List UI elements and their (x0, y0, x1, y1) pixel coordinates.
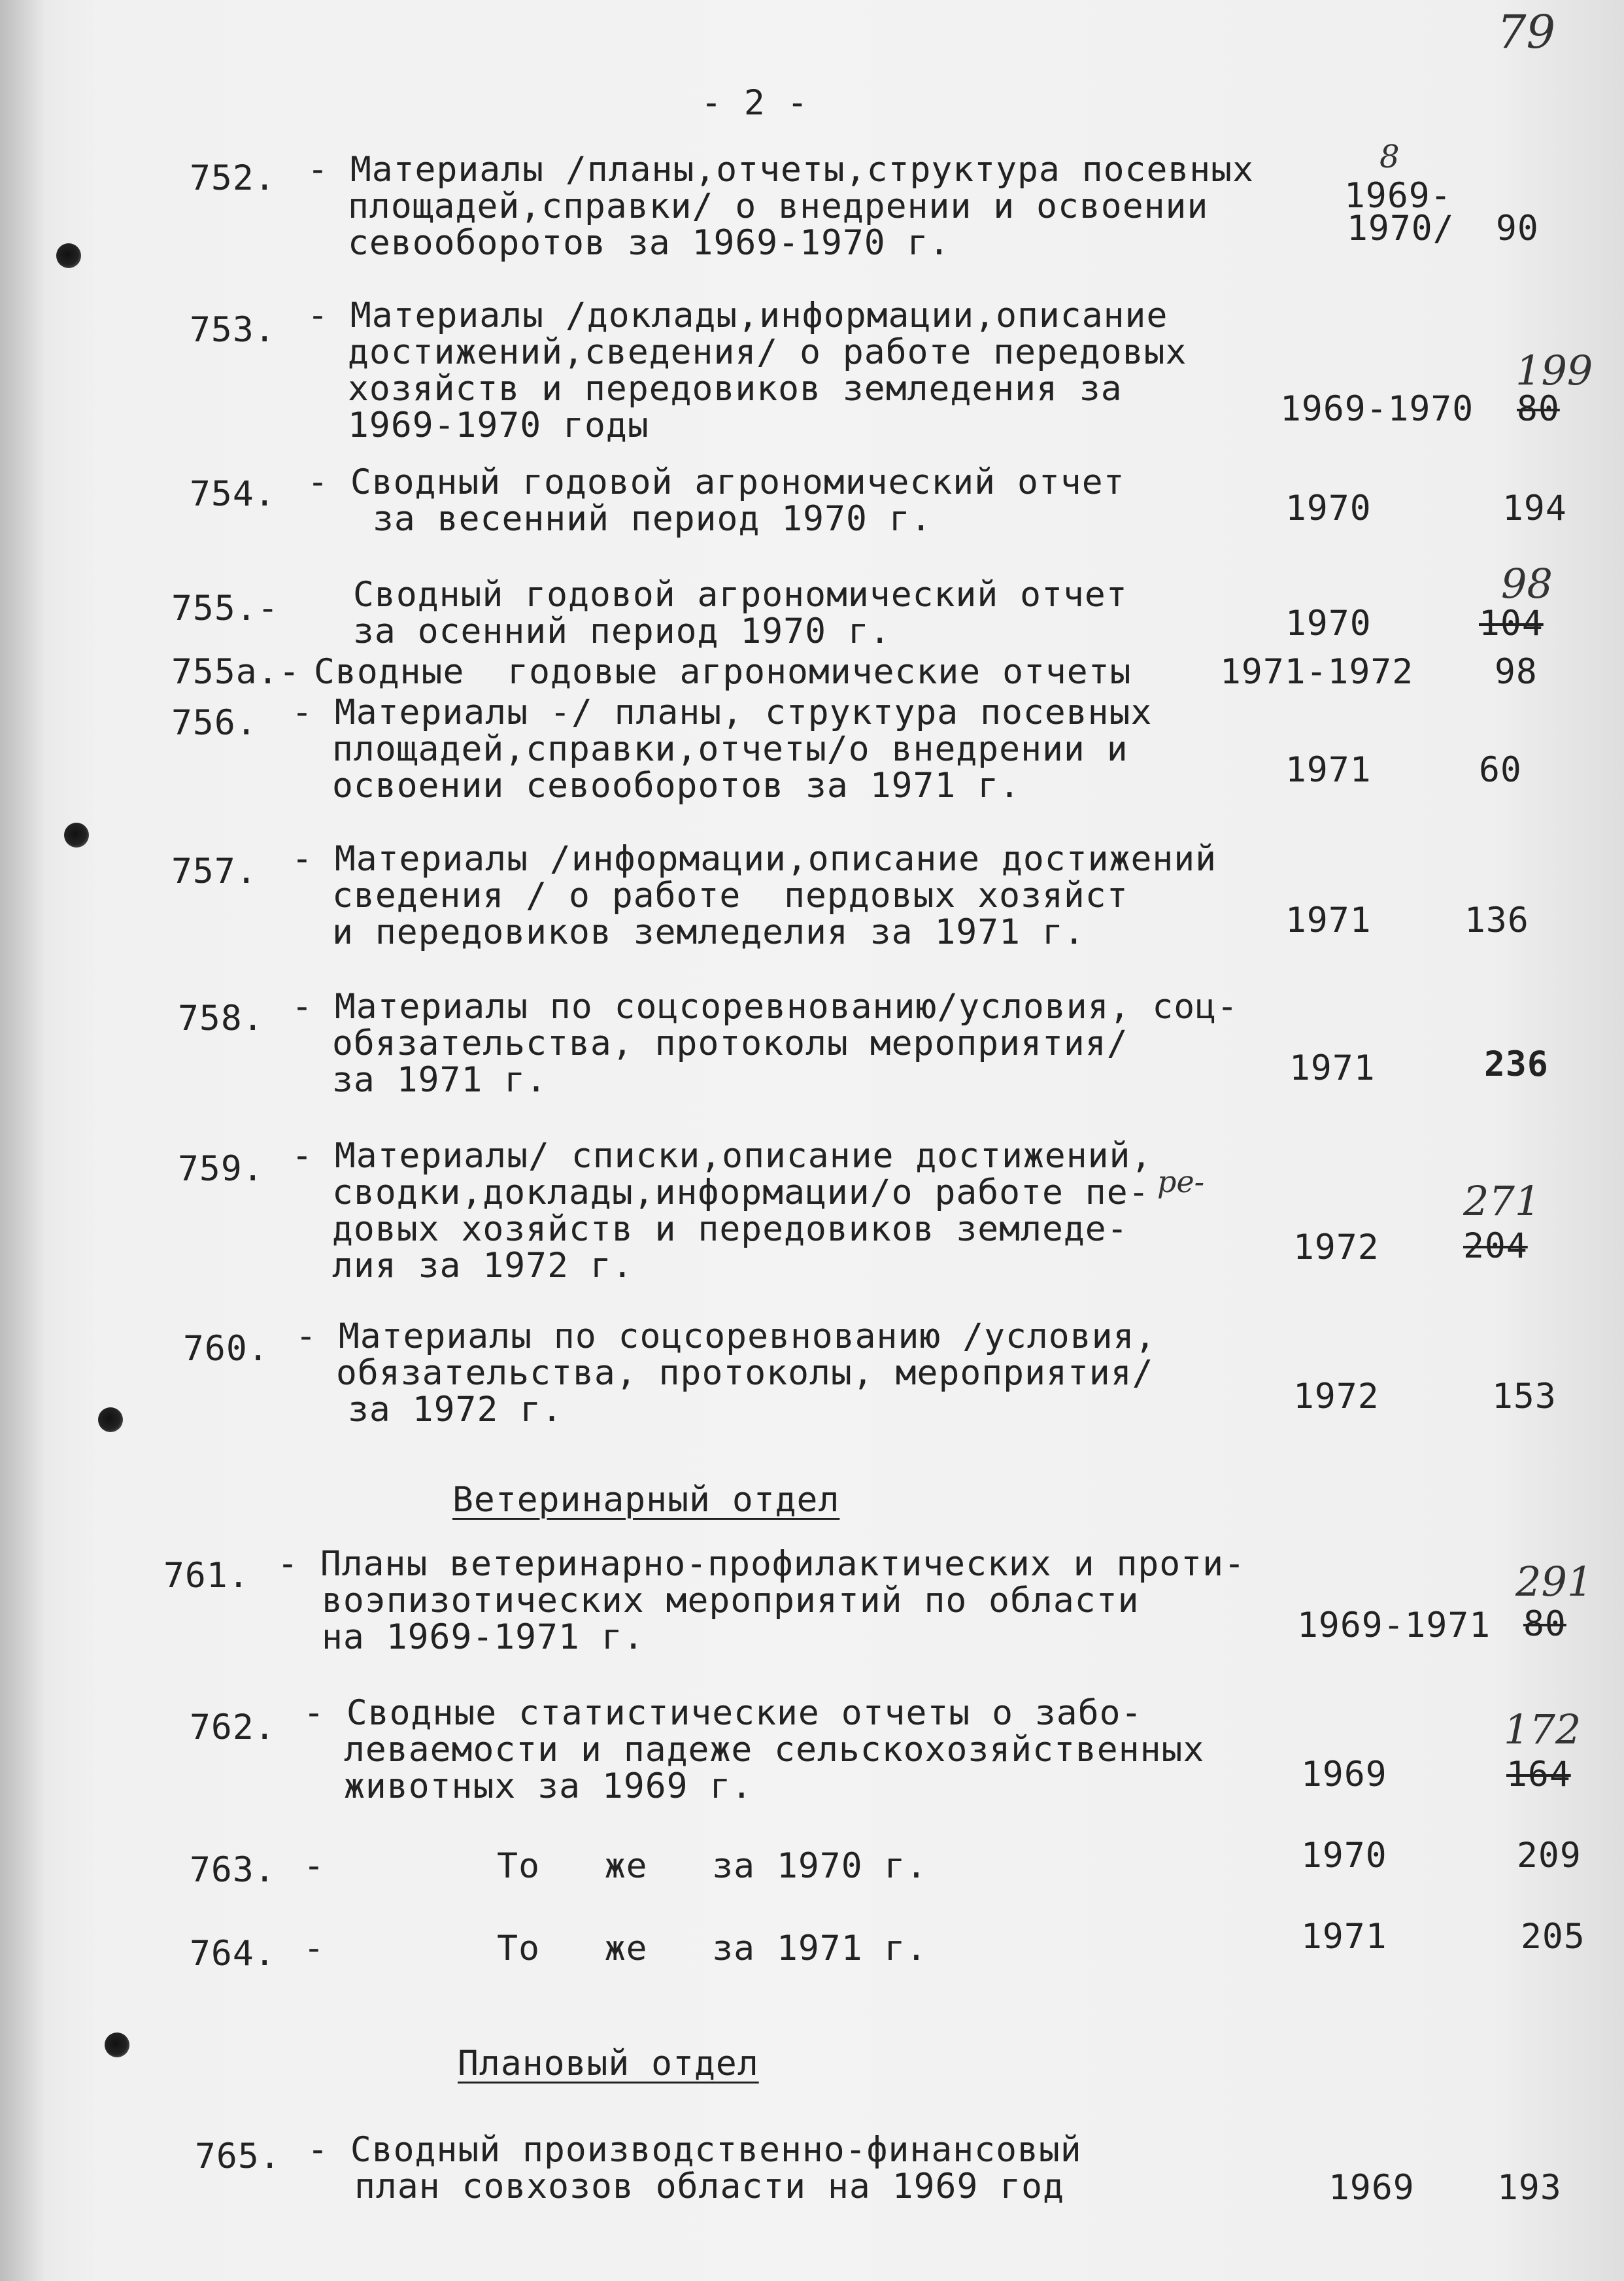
entry-description: Сводные годовые агрономические отчеты (314, 652, 1132, 692)
binder-hole (56, 243, 81, 268)
entry-number: 763. (190, 1850, 276, 1890)
sheet-count: 194 (1502, 489, 1567, 528)
entry-dates: 1969-1970 (1280, 389, 1474, 429)
entry-number: 760. (183, 1329, 269, 1369)
entry-description: - Материалы по соцсоревнованию/условия, соц- обязательства, протоколы мероприятия/ за 1971 г. (292, 987, 1238, 1100)
entry-description: - Сводные статистические отчеты о забо- леваемости и падеже сельскохозяйственных животных за 1969 г. (303, 1693, 1205, 1806)
entry-dates: 1970 (1285, 489, 1372, 528)
entry-description: - Материалы /планы,отчеты,структура посевных площадей,справки/ о внедрении и освоении севооборотов за 1969-1970 г. (307, 150, 1254, 263)
entry-dates: 1971 (1289, 1048, 1376, 1088)
entry-description: - Сводный производственно-финансовый план совхозов области на 1969 год (307, 2130, 1082, 2206)
entry-number: 764. (190, 1934, 276, 1974)
entry-description: - Материалы/ списки,описание достижений, сводки,доклады,информации/о работе пе- довых хозяйств и передовиков земледе- лия за 1972 г. (292, 1136, 1153, 1286)
entry-number: 755.- (171, 589, 279, 628)
entry-description: - Материалы по соцсоревнованию /условия, обязательства, протоколы, мероприятия/ за 1972 г. (296, 1316, 1157, 1430)
entry-dates: 1969- (1344, 176, 1452, 216)
sheet-count: 205 (1521, 1917, 1585, 1957)
sheet-count-corrected: 98 (1501, 560, 1553, 608)
entry-description: - Материалы /информации,описание достижений сведения / о работе пердовых хозяйст и передовиков земледелия за 1971 г. (292, 839, 1217, 952)
entry-dates: 1970 (1301, 1836, 1387, 1876)
entry-description: - То же за 1970 г. (303, 1846, 928, 1886)
sheet-count-corrected: 199 (1515, 347, 1593, 394)
sheet-count-struck: 164 (1506, 1755, 1571, 1794)
entry-dates: 1971 (1301, 1917, 1387, 1957)
entry-dates: 1971 (1285, 900, 1372, 940)
sheet-count-corrected: 291 (1515, 1558, 1593, 1605)
entry-number: 756. (171, 703, 258, 743)
sheet-count: 90 (1496, 209, 1539, 249)
sheet-count-corrected: 271 (1463, 1177, 1541, 1225)
entry-number: 757. (171, 851, 258, 891)
entry-dates: 1970/ (1347, 209, 1455, 249)
sheet-count: 153 (1492, 1377, 1557, 1416)
entry-dates: 1971 (1285, 750, 1372, 790)
entry-dates: 1972 (1293, 1377, 1379, 1416)
entry-description: - То же за 1971 г. (303, 1929, 928, 1968)
entry-dates: 1972 (1293, 1227, 1379, 1267)
sheet-count: 193 (1497, 2168, 1562, 2208)
sheet-count: 209 (1517, 1836, 1582, 1876)
entry-description: - Материалы -/ планы, структура посевных площадей,справки,отчеты/о внедрении и освоении севооборотов за 1971 г. (292, 693, 1153, 806)
sheet-count-struck: 204 (1463, 1226, 1528, 1266)
entry-number: 762. (190, 1707, 276, 1747)
binder-hole (64, 823, 89, 848)
entry-dates: 1969 (1328, 2168, 1415, 2208)
entry-description: Сводный годовой агрономический отчет за осенний период 1970 г. (353, 575, 1128, 651)
sheet-count-corrected: 172 (1504, 1706, 1582, 1753)
entry-dates: 1971-1972 (1220, 652, 1414, 692)
page-number: - 2 - (701, 83, 809, 123)
entry-number: 753. (190, 310, 276, 350)
entry-number: 761. (163, 1556, 250, 1596)
entry-number: 759. (178, 1149, 264, 1189)
date-note: 8 (1379, 139, 1400, 175)
binder-hole (105, 2032, 129, 2057)
page-edge-shadow (0, 0, 46, 2281)
entry-description: - Планы ветеринарно-профилактических и проти- воэпизотических мероприятий по области на 1969-1971 г. (277, 1544, 1245, 1657)
entry-description: - Материалы /доклады,информации,описание достижений,сведения/ о работе передовых хозяйств и передовиков земледения за 1969-1970 годы (307, 296, 1187, 445)
entry-number: 765. (195, 2136, 281, 2176)
sheet-count-struck: 80 (1517, 389, 1560, 429)
sheet-count: 98 (1495, 652, 1538, 692)
entry-number: 755а.- (171, 652, 301, 692)
entry-number: 758. (178, 999, 264, 1038)
binder-hole (98, 1407, 123, 1432)
entry-description: - Сводный годовой агрономический отчет за весенний период 1970 г. (307, 462, 1125, 539)
folio-number: 79 (1497, 5, 1556, 59)
sheet-count-struck: 80 (1523, 1604, 1566, 1644)
margin-note: ре- (1157, 1164, 1205, 1199)
entry-dates: 1969-1971 (1297, 1605, 1491, 1645)
entry-number: 752. (190, 158, 276, 198)
section-heading: Плановый отдел (458, 2044, 759, 2084)
sheet-count: 136 (1464, 900, 1529, 940)
sheet-count: 236 (1484, 1044, 1549, 1084)
entry-dates: 1970 (1285, 604, 1372, 643)
entry-dates: 1969 (1301, 1755, 1387, 1794)
entry-number: 754. (190, 474, 276, 514)
section-heading: Ветеринарный отдел (452, 1480, 840, 1520)
sheet-count-struck: 104 (1479, 604, 1544, 643)
sheet-count: 60 (1479, 750, 1522, 790)
